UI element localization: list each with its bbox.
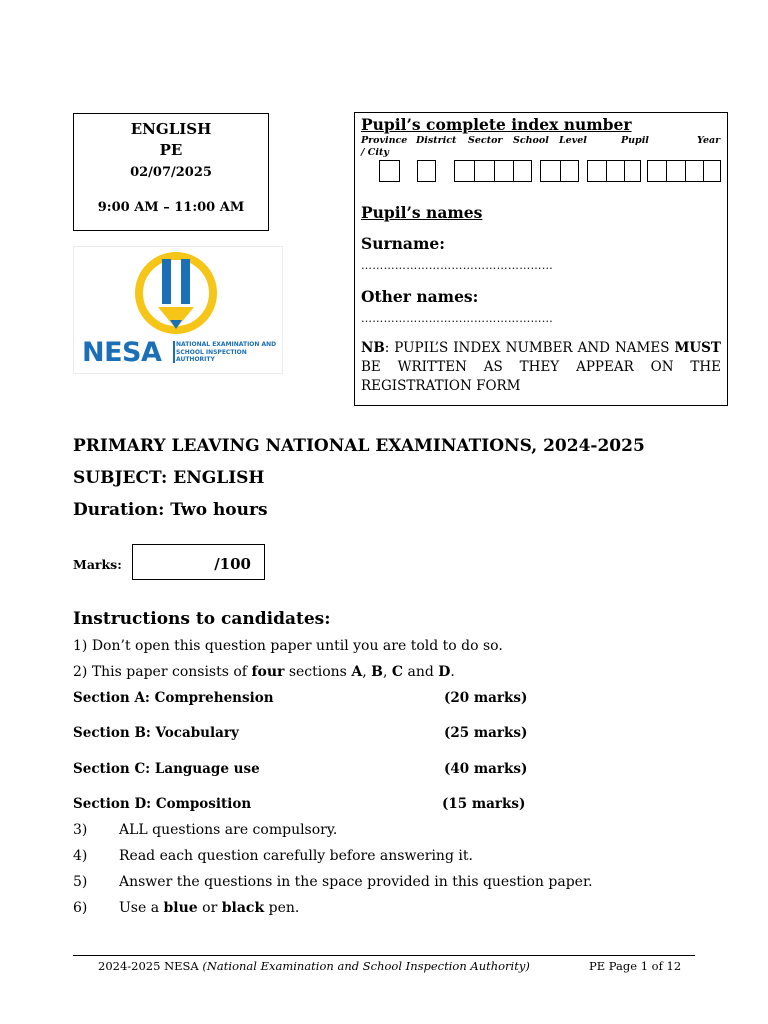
nb-prefix: NB: [361, 340, 385, 356]
logo-wordmark: NESA: [82, 337, 162, 368]
nesa-logo: [73, 246, 283, 374]
index-pupil-field[interactable]: [647, 160, 721, 182]
instruction-4-number: 4): [73, 848, 88, 864]
instruction-2-end: .: [450, 664, 455, 680]
duration-heading: Duration: Two hours: [73, 500, 268, 520]
instruction-2-text: 2) This paper consists of: [73, 664, 252, 680]
index-sector-field[interactable]: [454, 160, 532, 182]
surname-label: Surname:: [361, 234, 445, 253]
instruction-4: Read each question carefully before answering it.: [119, 848, 473, 864]
label-city: / City: [361, 147, 389, 158]
footer-authority: [98, 959, 530, 973]
section-letter-c: C: [391, 664, 404, 680]
pen-color-black: black: [221, 900, 265, 916]
label-level: Level: [559, 135, 587, 146]
instruction-2-text-b: sections: [284, 664, 352, 680]
section-b-marks: (25 marks): [444, 725, 528, 741]
footer-page-number: PE Page 1 of 12: [589, 959, 682, 973]
section-letter-b: B: [371, 664, 383, 680]
index-school-field[interactable]: [540, 160, 579, 182]
section-d-name: Section D: Composition: [73, 796, 252, 812]
instruction-6-or: or: [197, 900, 222, 916]
marks-total: /100: [214, 555, 251, 573]
nb-notice: [361, 339, 721, 396]
section-a-name: Section A: Comprehension: [73, 690, 274, 706]
index-province-field[interactable]: [379, 160, 400, 182]
nb-text-2: BE WRITTEN AS THEY APPEAR ON THE REGISTRATION FORM: [361, 359, 721, 394]
marks-label: Marks:: [73, 557, 122, 572]
section-letter-a: A: [351, 664, 363, 680]
surname-field[interactable]: ……………………………………………: [361, 259, 554, 272]
label-school: School: [513, 135, 549, 146]
nb-text-1: : PUPIL’S INDEX NUMBER AND NAMES: [384, 340, 670, 356]
index-number-title: Pupil’s complete index number: [361, 115, 632, 134]
exam-title: PRIMARY LEAVING NATIONAL EXAMINATIONS, 2024-2025: [73, 436, 645, 456]
other-names-label: Other names:: [361, 287, 479, 306]
label-district: District: [416, 135, 457, 146]
section-c-name: Section C: Language use: [73, 761, 260, 777]
instruction-2-sep: ,: [382, 664, 392, 680]
nb-must: MUST: [674, 340, 721, 356]
instruction-2-sep: ,: [362, 664, 372, 680]
instruction-3: ALL questions are compulsory.: [119, 822, 338, 838]
instructions-title: Instructions to candidates:: [73, 609, 331, 629]
footer-year: 2024-2025 NESA: [98, 959, 203, 973]
instruction-2: [73, 664, 455, 680]
instruction-5-number: 5): [73, 874, 88, 890]
label-sector: Sector: [468, 135, 503, 146]
pupil-details-box: [354, 112, 728, 406]
instruction-6-end: pen.: [264, 900, 300, 916]
section-letter-d: D: [438, 664, 451, 680]
exam-date: 02/07/2025: [130, 165, 212, 180]
other-names-field[interactable]: ……………………………………………: [361, 312, 554, 325]
index-level-field[interactable]: [587, 160, 641, 182]
instruction-3-number: 3): [73, 822, 88, 838]
instruction-2-count: four: [251, 664, 285, 680]
label-province: Province: [361, 135, 408, 146]
pupil-names-title: Pupil’s names: [361, 203, 483, 222]
exam-subject: ENGLISH: [130, 120, 212, 138]
logo-divider: [173, 341, 175, 363]
section-a-marks: (20 marks): [444, 690, 528, 706]
label-pupil: Pupil: [621, 135, 649, 146]
instruction-6-number: 6): [73, 900, 88, 916]
logo-subtitle: NATIONAL EXAMINATION AND SCHOOL INSPECTION AUTHORITY: [176, 341, 277, 363]
instruction-6: [119, 900, 299, 916]
subject-heading: SUBJECT: ENGLISH: [73, 468, 265, 488]
instruction-5: Answer the questions in the space provided in this question paper.: [119, 874, 593, 890]
section-b-name: Section B: Vocabulary: [73, 725, 239, 741]
instruction-2-and: and: [403, 664, 439, 680]
footer-divider: [73, 955, 695, 956]
marks-field[interactable]: [132, 544, 265, 580]
pen-color-blue: blue: [163, 900, 198, 916]
exam-code: PE: [159, 141, 183, 159]
index-district-field[interactable]: [417, 160, 436, 182]
section-d-marks: (15 marks): [442, 796, 526, 812]
section-c-marks: (40 marks): [444, 761, 528, 777]
instruction-1: 1) Don’t open this question paper until you are told to do so.: [73, 638, 503, 654]
instruction-6-text: Use a: [119, 900, 164, 916]
footer-authority-name: (National Examination and School Inspection Authority): [202, 959, 530, 973]
label-year: Year: [697, 135, 721, 146]
exam-time: 9:00 AM – 11:00 AM: [97, 200, 245, 215]
exam-info-box: [73, 113, 269, 231]
